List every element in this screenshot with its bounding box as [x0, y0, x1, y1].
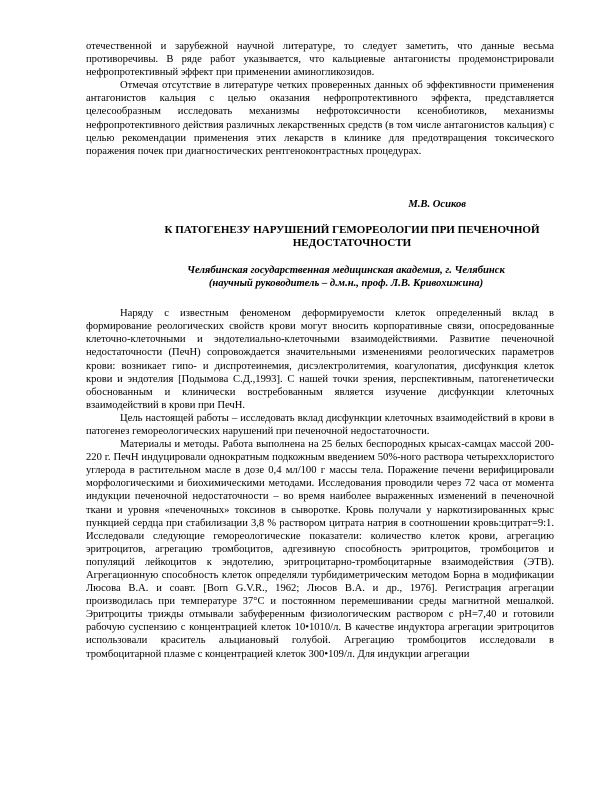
- article-title-line: К ПАТОГЕНЕЗУ НАРУШЕНИЙ ГЕМОРЕОЛОГИИ ПРИ ПЕЧЕНОЧНОЙ: [164, 223, 540, 236]
- methods-paragraph: Материалы и методы. Работа выполнена на 25 белых беспородных крысах-самцах массой 200-220 г. ПечН индуцировали однократным подкожным введением 50%-ного раствора четыреххлористого углерода в растительном масле в дозе 0,4 мл/100 г массы тела. Поражение печени верифицировали морфологическими и биохимическими методами. Исследования проводили через 72 часа от момента индукции печеночной недостаточности – во время наиболее выраженных изменений в печеночной ткани и уровня «печеночных» токсинов в сыворотке. Кровь получали у наркотизированных крыс пункцией сердца при стабилизации 3,8 % раствором цитрата натрия в соотношении кровь:цитрат=9:1. Исследовали следующие гемореологические показатели: количество клеток крови, агрегацию эритроцитов, агрегацию тромбоцитов, адгезивную способность эритроцитов, тромбоцитов и популяций лейкоцитов к эндотелию, эритроцитарно-тромбоцитарные взаимодействия (ЭТВ). Агрегационную способность клеток определяли турбидиметрическим методом Борна в модификации Люсова В.А. и соавт. [Born G.V.R., 1962; Люсов В.А. и др., 1976]. Регистрация агрегации производилась при температуре 37°С и постоянном перемешивании среды магнитной мешалкой. Эритроциты трижды отмывали забуференным физиологическим раствором с рН=7,40 и готовили рабочую суспензию с концентрацией клеток 10•1010/л. В качестве индуктора агрегации эритроцитов использовали краситель альциановый голубой. Агрегацию тромбоцитов исследовали в тромбоцитарной плазме с концентрацией клеток 300•109/л. Для индукции агрегации: [86, 439, 554, 660]
- supervisor-line: (научный руководитель – д.м.н., проф. Л.В. Кривохижина): [208, 278, 484, 290]
- article-title-line: НЕДОСТАТОЧНОСТИ: [292, 237, 412, 250]
- article-author: М.В. Осиков: [408, 198, 466, 210]
- continued-paragraph: отечественной и зарубежной научной литературе, то следует заметить, что данные весьма противоречивы. В ряде работ указывается, что кальциевые антагонисты продемонстрировали нефропротективный эффект при применении аминогликозидов.: [86, 41, 554, 79]
- intro-paragraph: Наряду с известным феноменом деформируемости клеток определенный вклад в формирование реологических свойств крови могут вносить корпоративные связи, опосредованные клеточно-клеточными и эндотелиально-клеточными взаимодействиями. Развитие печеночной недостаточности (ПечН) сопровождается значительными изменениями реологических параметров крови: возникает гипо- и диспротеинемия, дисэлектролитемия, коагулопатия, дисфункция клеток крови и эндотелия [Подымова С.Д.,1993]. С нашей точки зрения, перспективным, патогенетически обоснованным и клинически востребованным является изучение дисфункции клеточных взаимодействий в крови при ПечН.: [86, 308, 554, 411]
- article-affiliation: [86, 264, 554, 290]
- conclusion-paragraph: Отмечая отсутствие в литературе четких проверенных данных об эффективности применения антагонистов кальция с целью оказания нефропротективного эффекта, представляется целесообразным исследовать механизмы нефротоксичности ксенобиотиков, механизмы нефропротективного действия различных лекарственных средств (в том числе антагонистов кальция) с целью рекомендации применения этих лекарств в клинике для предотвращения токсического поражения почек при диагностических рентгеноконтрастных процедурах.: [86, 80, 554, 157]
- affiliation-line: Челябинская государственная медицинская академия, г. Челябинск: [187, 264, 505, 276]
- article-title: [86, 224, 554, 251]
- aim-paragraph: Цель настоящей работы – исследовать вклад дисфункции клеточных взаимодействий в крови в патогенез гемореологических нарушений при печеночной недостаточности.: [86, 412, 554, 437]
- article-body: [86, 307, 554, 661]
